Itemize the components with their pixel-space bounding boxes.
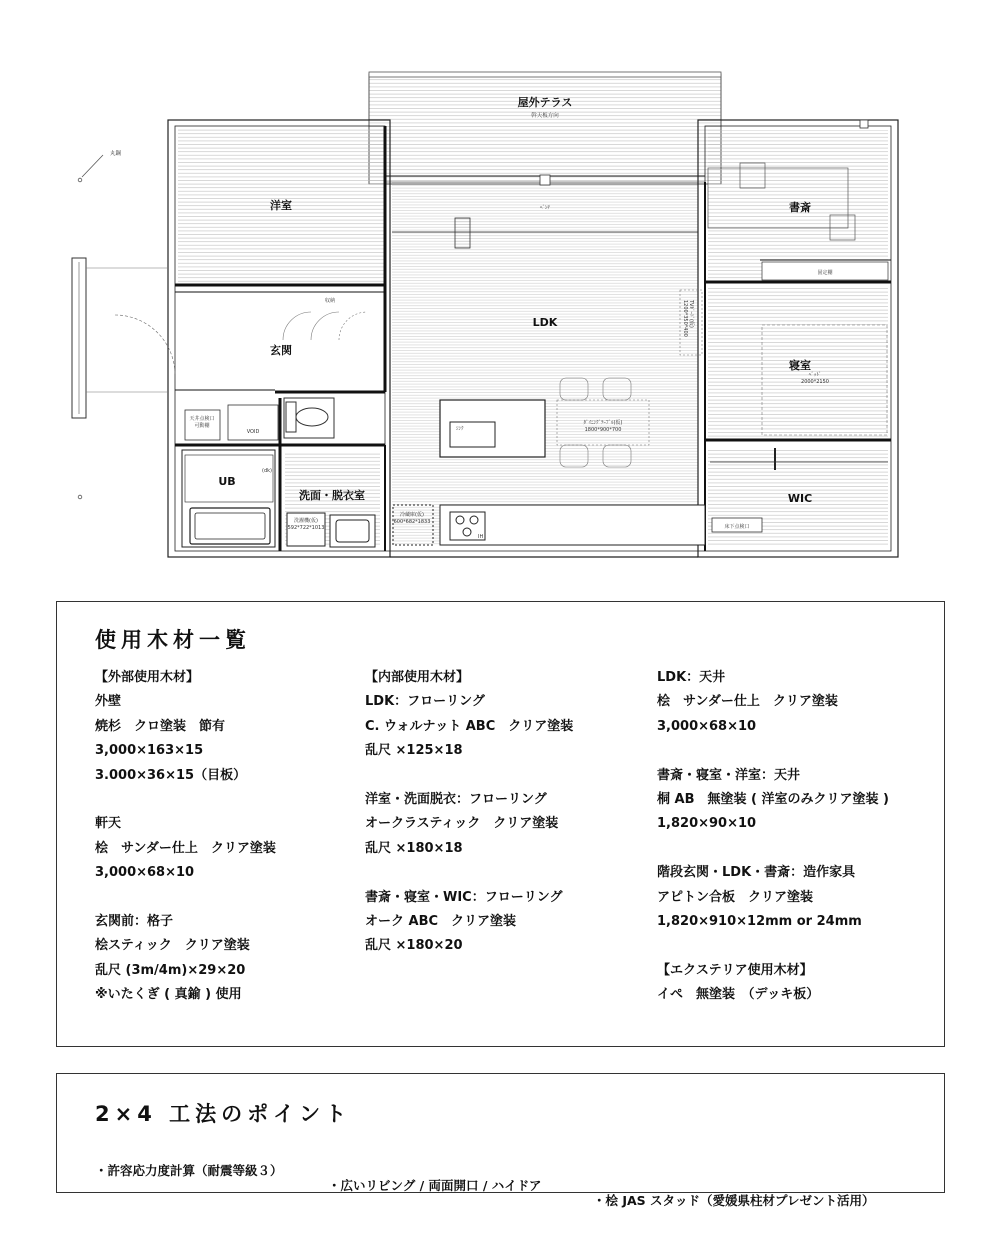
- label-study: 書斎: [789, 201, 811, 214]
- material-line: オーク ABC クリア塗装: [365, 913, 517, 929]
- label-western-room: 洋室: [270, 199, 292, 212]
- label-terrace: 屋外テラス: [517, 96, 573, 109]
- label-ub: UB: [218, 475, 236, 488]
- material-line: 3,000×68×10: [95, 865, 195, 881]
- material-line: オークラスティック クリア塗装: [365, 816, 559, 832]
- label-attic-hatch: 天井点検口: [189, 416, 215, 422]
- label-bench: ﾍﾞﾝﾁ: [539, 205, 551, 211]
- spacer: [95, 886, 276, 910]
- materials-title: 使用木材一覧: [95, 628, 251, 652]
- spacer: [365, 861, 573, 885]
- materials-panel: [56, 601, 945, 1047]
- material-line: 桧スティック クリア塗装: [95, 938, 250, 954]
- toilet: [284, 398, 334, 438]
- bathtub: [182, 450, 275, 547]
- material-line: 【内部使用木材】: [365, 670, 470, 685]
- label-storage: 収納: [324, 298, 336, 304]
- floor-plan: [0, 0, 1000, 580]
- spacer: [365, 764, 573, 788]
- label-bedroom: 寝室: [789, 359, 811, 372]
- label-dining: ﾀﾞｲﾆﾝｸﾞﾃｰﾌﾞﾙ(仮): [583, 420, 623, 426]
- material-line: 桧 サンダー仕上 クリア塗装: [657, 694, 838, 710]
- material-line: 乱尺 ×125×18: [365, 743, 463, 759]
- floor-hatching: [178, 128, 888, 547]
- label-dk: (dk): [262, 468, 272, 474]
- material-line: 階段玄関・LDK・書斎：造作家具: [657, 865, 856, 881]
- label-dining-size: 1800*900*700: [584, 427, 622, 433]
- label-ih: IH: [478, 534, 484, 540]
- label-fridge-size: 600*682*1833: [393, 519, 431, 525]
- points-title: 2×4 工法のポイント: [95, 1102, 352, 1126]
- material-line: 乱尺 (3m/4m)×29×20: [95, 962, 246, 978]
- material-line: LDK：天井: [657, 670, 726, 685]
- material-line: 書斎・寝室・洋室：天井: [657, 767, 801, 783]
- material-line: 玄関前：格子: [95, 913, 174, 929]
- point-item: ・広いリビング / 両面開口 / ハイドア: [328, 1178, 542, 1193]
- material-line: イペ 無塗装 （デッキ板）: [657, 987, 820, 1003]
- entrance-lattice: [72, 258, 175, 418]
- label-washer-size: 592*722*1013: [287, 525, 325, 531]
- point-item: ・許容応力度計算（耐震等級３）: [95, 1163, 283, 1178]
- label-ldk: LDK: [532, 316, 558, 329]
- label-terrace-sub: 幹天板方向: [531, 113, 559, 119]
- material-line: 3,000×163×15: [95, 743, 204, 759]
- material-line: 乱尺 ×180×20: [365, 938, 463, 954]
- material-line: 桐 AB 無塗装 ( 洋室のみクリア塗装 ): [657, 791, 889, 807]
- label-floor-hatch: 床下点検口: [724, 524, 750, 530]
- spacer: [657, 739, 889, 763]
- material-line: 【エクステリア使用木材】: [657, 962, 813, 978]
- material-line: 【外部使用木材】: [95, 670, 200, 685]
- material-line: 桧 サンダー仕上 クリア塗装: [95, 840, 276, 856]
- label-bed-size: 2000*2150: [801, 379, 829, 385]
- material-line: 焼杉 クロ塗装 節有: [95, 718, 226, 734]
- material-line: 乱尺 ×180×18: [365, 840, 463, 856]
- material-line: 1,820×910×12mm or 24mm: [657, 913, 862, 929]
- label-attic-hatch-sub: 可動棚: [194, 423, 210, 429]
- label-washroom: 洗面・脱衣室: [299, 489, 365, 502]
- label-maruko: 丸鋼: [110, 151, 122, 157]
- label-washer: 洗濯機(仮): [294, 518, 318, 524]
- label-sink: ｼﾝｸ: [456, 426, 464, 432]
- label-void: VOID: [246, 429, 260, 435]
- points-list: [95, 1146, 875, 1221]
- terrace: [369, 72, 721, 184]
- material-line: LDK：フローリング: [365, 694, 485, 710]
- materials-column-interior: [365, 666, 573, 959]
- material-line: 書斎・寝室・WIC：フローリング: [365, 889, 563, 905]
- label-tv-board: TVﾎﾞｰﾄﾞ(仮)1200*350*400: [682, 300, 694, 337]
- material-line: 軒天: [95, 816, 122, 832]
- points-panel: [56, 1073, 945, 1208]
- materials-column-ceiling-furniture: [657, 666, 889, 1007]
- material-line: アピトン合板 クリア塗装: [657, 889, 814, 905]
- label-wic: WIC: [787, 492, 813, 505]
- spacer: [95, 788, 276, 812]
- spacer: [657, 934, 889, 958]
- label-entrance: 玄関: [270, 344, 292, 357]
- material-line: 外壁: [95, 694, 122, 710]
- materials-column-exterior: [95, 666, 276, 1007]
- label-fixed-shelf: 固定棚: [817, 270, 833, 276]
- material-line: ※いたくぎ ( 真鍮 ) 使用: [95, 987, 242, 1003]
- material-line: 3.000×36×15（目板）: [95, 767, 247, 783]
- label-fridge: 冷蔵庫(仮): [400, 512, 424, 518]
- material-line: 3,000×68×10: [657, 718, 757, 734]
- label-bed: ﾍﾞｯﾄﾞ: [808, 372, 822, 378]
- spacer: [657, 837, 889, 861]
- material-line: 洋室・洗面脱衣：フローリング: [365, 791, 547, 807]
- point-item: ・桧 JAS スタッド（愛媛県柱材プレゼント活用）: [593, 1193, 875, 1208]
- kitchen-counter: [393, 505, 705, 545]
- material-line: 1,820×90×10: [657, 816, 757, 832]
- material-line: C. ウォルナット ABC クリア塗装: [365, 718, 574, 734]
